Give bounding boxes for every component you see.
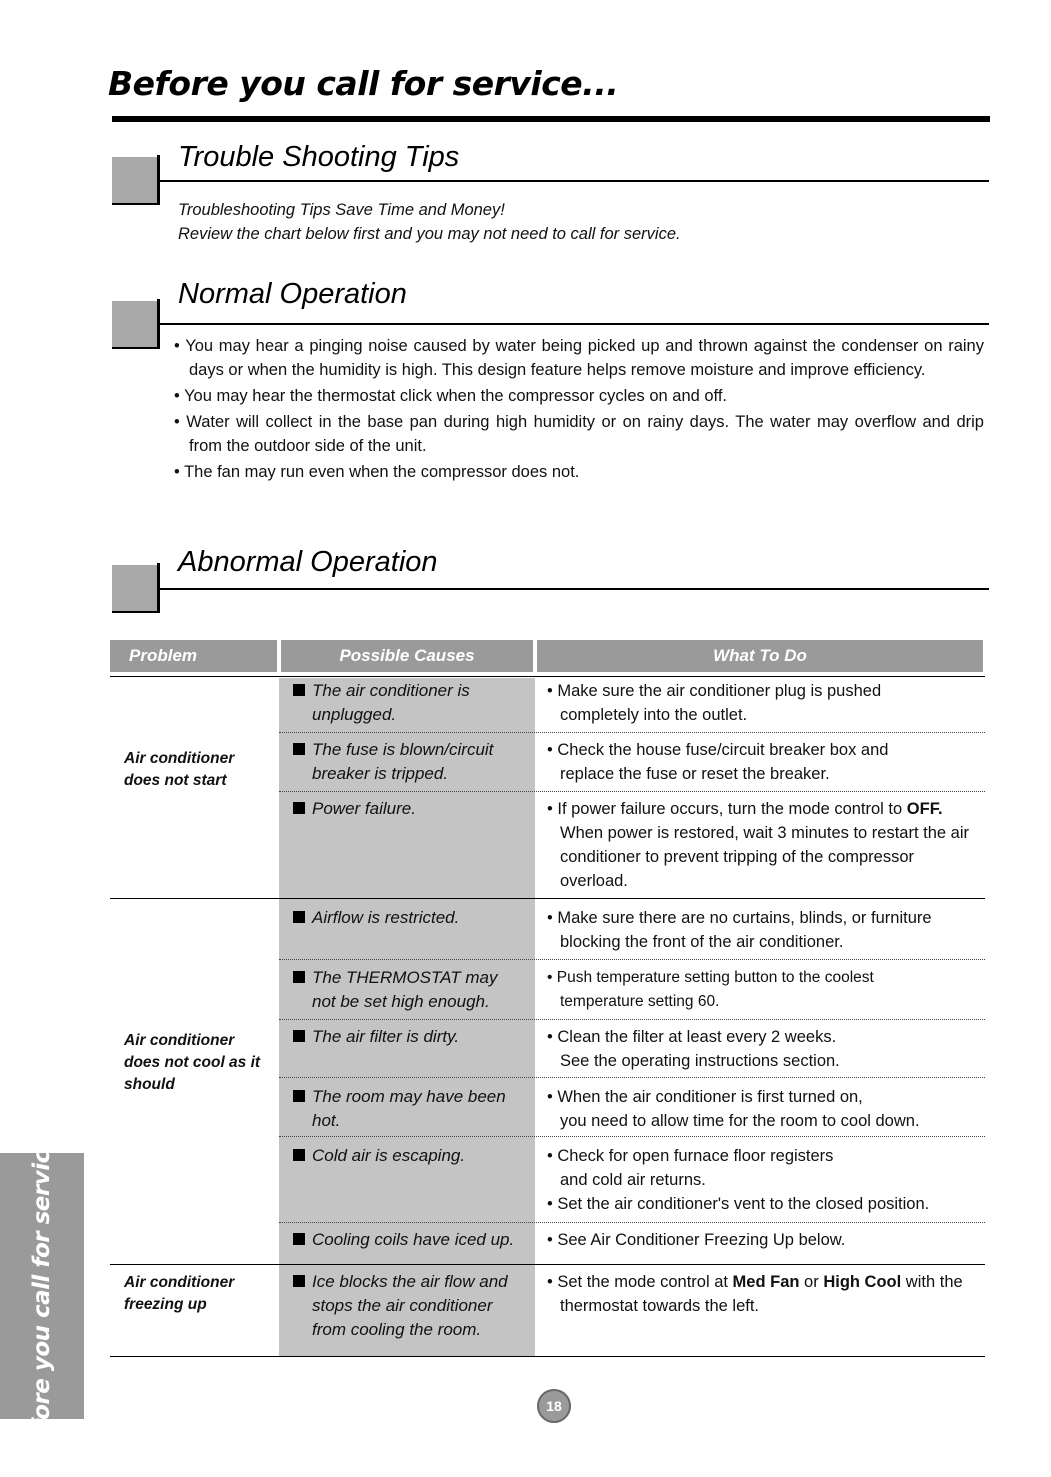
cause-filter-dirty: The air filter is dirty. <box>293 1025 533 1049</box>
cause-room-hot: The room may have been hot. <box>293 1085 528 1133</box>
cause-unplugged: The air conditioner is unplugged. <box>293 679 513 727</box>
intro-line: Review the chart below first and you may not need to call for service. <box>178 225 681 243</box>
row-divider <box>279 1136 985 1137</box>
list-item: • You may hear the thermostat click when the compressor cycles on and off. <box>174 387 728 405</box>
section-rule <box>160 323 989 325</box>
title-rule <box>112 116 990 122</box>
problem-does-not-start: Air conditioner does not start <box>124 750 235 789</box>
bullet-square-icon <box>293 911 305 923</box>
section-marker <box>112 301 158 347</box>
section-title-abnormal: Abnormal Operation <box>178 546 438 578</box>
todo-filter-dirty: • Clean the filter at least every 2 weeks. See the operating instructions section. <box>547 1028 840 1070</box>
row-divider <box>279 1222 985 1223</box>
todo-unplugged: • Make sure the air conditioner plug is pushed completely into the outlet. <box>547 682 882 724</box>
row-divider <box>279 959 985 960</box>
bullet-square-icon <box>293 1149 305 1161</box>
list-item: • You may hear a pinging noise caused by water being picked up and thrown against the condenser on rainy days or when the humidity is high. This design feature helps remove moisture and improve efficiency. <box>174 337 984 379</box>
normal-operation-list <box>174 334 984 486</box>
problem-does-not-cool: Air conditioner does not cool as it should <box>124 1032 261 1093</box>
problem-freezing-up: Air conditioner freezing up <box>124 1274 235 1313</box>
cause-power-failure: Power failure. <box>293 797 533 821</box>
todo-cold-air-escaping: • Check for open furnace floor registers and cold air returns. • Set the air conditioner's vent to the closed position. <box>547 1147 930 1213</box>
bullet-square-icon <box>293 684 305 696</box>
todo-thermostat: • Push temperature setting button to the coolest temperature setting 60. <box>547 969 874 1010</box>
group-divider <box>110 898 985 899</box>
bullet-square-icon <box>293 1275 305 1287</box>
intro-line: Troubleshooting Tips Save Time and Money! <box>178 201 505 219</box>
bullet-square-icon <box>293 743 305 755</box>
section-marker-bar <box>157 155 160 203</box>
troubleshooting-intro <box>178 198 681 246</box>
section-marker <box>112 157 158 203</box>
cause-coils-iced: Cooling coils have iced up. <box>293 1228 543 1252</box>
cause-fuse-blown: The fuse is blown/circuit breaker is tripped. <box>293 738 523 786</box>
row-divider <box>279 732 985 733</box>
cause-thermostat: The THERMOSTAT may not be set high enough. <box>293 966 518 1014</box>
todo-airflow-restricted: • Make sure there are no curtains, blinds, or furniture blocking the front of the air conditioner. <box>547 909 932 951</box>
section-rule <box>160 588 989 590</box>
page-title: Before you call for service... <box>108 64 619 103</box>
todo-power-failure: • If power failure occurs, turn the mode control to OFF. When power is restored, wait 3 minutes to restart the air conditioner to prevent tripping of the compressor overload. <box>547 800 970 890</box>
row-divider <box>279 1077 985 1078</box>
cause-airflow-restricted: Airflow is restricted. <box>293 906 533 930</box>
bullet-square-icon <box>293 1233 305 1245</box>
bullet-square-icon <box>293 802 305 814</box>
bullet-square-icon <box>293 971 305 983</box>
side-tab-label: Before you call for service... <box>29 1110 55 1462</box>
group-divider <box>110 676 985 677</box>
cause-cold-air-escaping: Cold air is escaping. <box>293 1144 533 1168</box>
section-marker-bar <box>157 563 160 611</box>
header-problem: Problem <box>110 640 277 672</box>
todo-coils-iced: • See Air Conditioner Freezing Up below. <box>547 1231 846 1249</box>
section-rule <box>160 180 989 182</box>
section-title-normal: Normal Operation <box>178 278 407 310</box>
group-divider <box>110 1264 985 1265</box>
section-title-troubleshooting: Trouble Shooting Tips <box>178 141 460 173</box>
cause-ice-blocks: Ice blocks the air flow and stops the air conditioner from cooling the room. <box>293 1270 525 1342</box>
todo-room-hot: • When the air conditioner is first turned on, you need to allow time for the room to cool down. <box>547 1088 920 1130</box>
todo-ice-blocks: • Set the mode control at Med Fan or High Cool with the thermostat towards the left. <box>547 1273 963 1315</box>
bullet-square-icon <box>293 1030 305 1042</box>
section-marker <box>112 565 158 611</box>
table-bottom-rule <box>110 1356 985 1357</box>
bullet-square-icon <box>293 1090 305 1102</box>
header-causes: Possible Causes <box>281 640 533 672</box>
todo-fuse-blown: • Check the house fuse/circuit breaker box and replace the fuse or reset the breaker. <box>547 741 889 783</box>
list-item: • Water will collect in the base pan during high humidity or on rainy days. The water may overflow and drip from the outdoor side of the unit. <box>174 413 984 455</box>
row-divider <box>279 1019 985 1020</box>
list-item: • The fan may run even when the compressor does not. <box>174 463 580 481</box>
page-number: 18 <box>537 1389 571 1423</box>
header-what-to-do: What To Do <box>537 640 983 672</box>
row-divider <box>279 791 985 792</box>
